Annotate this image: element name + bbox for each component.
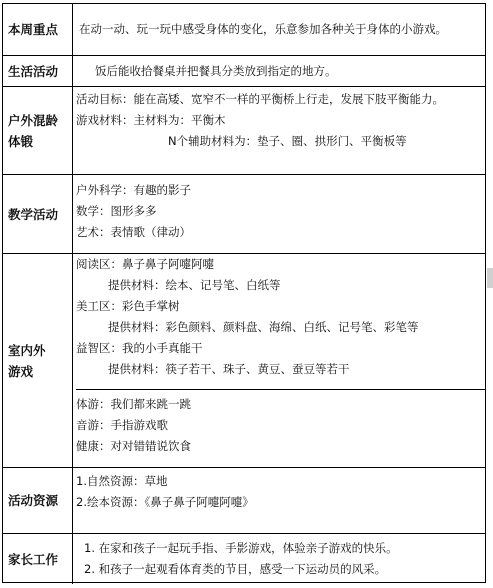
text-outdoor-aux-material: N个辅助材料为：垫子、圈、拱形门、平衡板等 [168, 134, 407, 148]
content-activity-resources [76, 468, 481, 536]
label-weekly-focus: 本周重点 [3, 4, 73, 55]
text-area-art: 美工区：彩色手掌树 [76, 299, 180, 313]
text-parent-2: 2. 和孩子一起观看体育类的节目，感受一下运动员的风采。 [84, 562, 387, 576]
content-outdoor-exercise [76, 87, 481, 176]
text-parent-1: 1. 在家和孩子一起玩手指、手影游戏，体验亲子游戏的快乐。 [84, 541, 398, 555]
text-teaching-3: 艺术：表情歌（律动） [76, 225, 191, 239]
text-area-puzzle: 益智区：我的小手真能干 [76, 341, 203, 355]
content-parent-work [76, 534, 481, 588]
row-indoor-games [3, 254, 485, 468]
text-game-health: 健康：对对错错说饮食 [76, 439, 191, 453]
text-resource-nature: 1.自然资源：草地 [76, 474, 168, 488]
row-activity-resources [3, 468, 485, 534]
label-indoor-games [3, 254, 73, 467]
text-game-music: 音游：手指游戏歌 [76, 418, 168, 432]
label-indoor-line-1: 室内外 [8, 342, 46, 358]
label-outdoor-line-2: 体锻 [8, 133, 34, 149]
label-parent-work: 家长工作 [3, 534, 73, 584]
row-weekly-focus [3, 4, 485, 56]
label-teaching-activity: 教学活动 [3, 175, 73, 253]
label-life-activity: 生活活动 [3, 56, 73, 86]
row-teaching-activity [3, 175, 485, 254]
label-outdoor-line-1: 户外混龄 [8, 112, 59, 128]
label-indoor-line-2: 游戏 [8, 363, 34, 379]
content-weekly-focus [76, 4, 481, 55]
text-area-puzzle-materials: 提供材料：筷子若干、珠子、黄豆、蚕豆等若干 [108, 362, 350, 376]
row-parent-work [3, 534, 485, 584]
content-life-activity [76, 56, 481, 86]
text-outdoor-main-material: 游戏材料：主材料为：平衡木 [76, 113, 226, 127]
text-life-activity: 饭后能收拾餐桌并把餐具分类放到指定的地方。 [95, 63, 337, 78]
content-teaching-activity [76, 175, 481, 258]
label-activity-resources: 活动资源 [3, 468, 73, 533]
content-indoor-areas [76, 254, 481, 380]
content-indoor-games [76, 394, 481, 457]
text-resource-book: 2.绘本资源：《鼻子鼻子阿嚏阿嚏》 [76, 495, 254, 509]
text-area-reading: 阅读区：鼻子鼻子阿嚏阿嚏 [76, 257, 214, 271]
indoor-divider [76, 389, 485, 390]
label-outdoor-exercise [3, 87, 73, 174]
text-area-art-materials: 提供材料：彩色颜料、颜料盘、海绵、白纸、记号笔、彩笔等 [108, 320, 419, 334]
scrollbar-thumb[interactable] [487, 268, 493, 288]
row-life-activity [3, 56, 485, 87]
row-outdoor-exercise [3, 87, 485, 175]
text-teaching-2: 数学：图形多多 [76, 204, 157, 218]
text-game-sport: 体游：我们都来跳一跳 [76, 397, 191, 411]
text-area-reading-materials: 提供材料：绘本、记号笔、白纸等 [108, 278, 281, 292]
text-weekly-focus: 在动一动、玩一玩中感受身体的变化，乐意参加各种关于身体的小游戏。 [79, 22, 447, 36]
weekly-plan-table [2, 3, 486, 583]
text-teaching-1: 户外科学：有趣的影子 [76, 183, 191, 197]
text-outdoor-goal: 活动目标：能在高矮、宽窄不一样的平衡桥上行走，发展下肢平衡能力。 [76, 92, 444, 106]
